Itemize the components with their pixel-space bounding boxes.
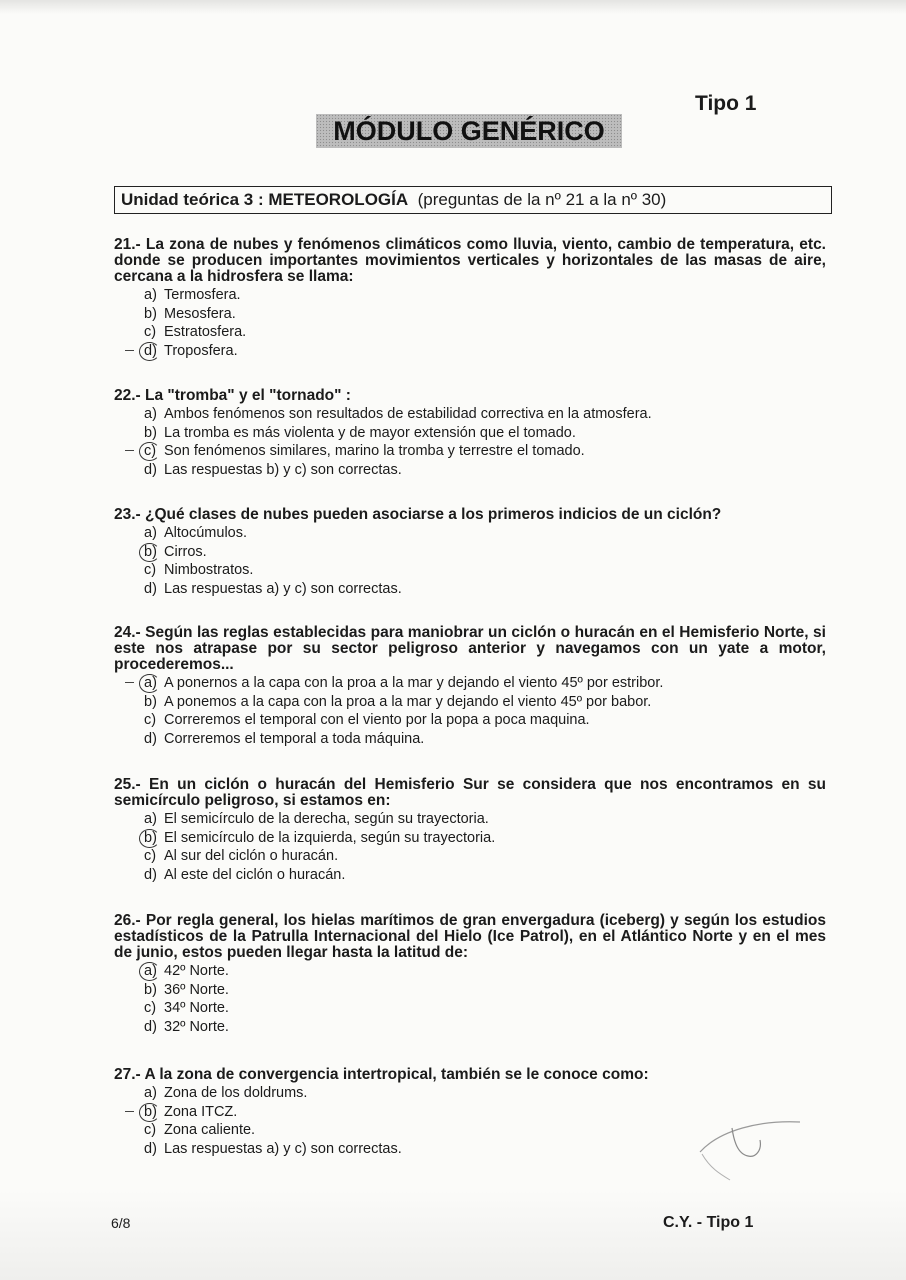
option-letter: c) — [144, 562, 157, 579]
question-text: 22.- La "tromba" y el "tornado" : — [114, 387, 351, 404]
option-text: Zona caliente. — [164, 1122, 256, 1139]
option-letter-selected — [144, 962, 164, 981]
option-letter: c) — [144, 712, 157, 729]
option-d — [114, 1018, 826, 1037]
option-d — [114, 580, 826, 599]
pen-dash-mark — [125, 1111, 134, 1112]
option-text: Son fenómenos similares, marino la tromba y terrestre el tomado. — [164, 443, 585, 460]
option-letter: d) — [144, 1140, 157, 1157]
option-text: A ponemos a la capa con la proa a la mar y dejando el viento 45º por babor. — [164, 693, 652, 710]
option-a — [114, 405, 826, 424]
handwritten-initials-mark — [690, 1110, 810, 1190]
option-d — [114, 342, 826, 361]
option-text: Mesosfera. — [164, 305, 236, 322]
option-letter: b) — [144, 981, 157, 998]
option-letter: d) — [144, 342, 157, 359]
option-letter-selected — [144, 342, 164, 361]
option-text: El semicírculo de la derecha, según su trayectoria. — [164, 811, 489, 827]
option-letter: a) — [144, 287, 157, 303]
pen-circle-mark — [139, 442, 160, 461]
option-text: 42º Norte. — [164, 963, 229, 979]
option-text: 36º Norte. — [164, 981, 229, 998]
question-text: 27.- A la zona de convergencia intertropical, también se le conoce como: — [114, 1066, 649, 1083]
question-text: 24.- Según las reglas establecidas para maniobrar un ciclón o huracán en el Hemisferio Norte, si este nos atrapase por su sector peligroso anterior y navegamos con un yate a motor, procederemos... — [114, 624, 826, 673]
option-text: Ambos fenómenos son resultados de estabilidad correctiva en la atmosfera. — [164, 406, 652, 422]
option-text: Cirros. — [164, 543, 207, 560]
option-text: Nimbostratos. — [164, 562, 254, 579]
unit-name: Unidad teórica 3 : METEOROLOGÍA — [121, 190, 409, 209]
option-letter: c) — [144, 1122, 157, 1139]
option-d — [114, 461, 826, 480]
option-b — [114, 981, 826, 1000]
option-c — [114, 442, 826, 461]
option-letter: c) — [144, 1000, 157, 1017]
unit-header-box — [114, 186, 832, 214]
option-a — [114, 962, 826, 981]
pen-circle-mark — [139, 829, 160, 848]
option-letter-selected — [144, 1103, 164, 1122]
option-c — [114, 323, 826, 342]
question-23 — [114, 507, 826, 598]
option-c — [114, 999, 826, 1018]
option-text: Zona ITCZ. — [164, 1103, 238, 1120]
option-text: Las respuestas b) y c) son correctas. — [164, 461, 402, 478]
option-letter: b) — [144, 829, 157, 846]
option-letter: a) — [144, 675, 157, 691]
option-letter: c) — [144, 848, 157, 865]
pen-circle-mark — [139, 342, 160, 361]
question-text: 25.- En un ciclón o huracán del Hemisferio Sur se considera que nos encontramos en su semicírculo peligroso, si estamos en: — [114, 776, 826, 809]
scan-bottom-shadow — [0, 1190, 906, 1280]
option-text: La tromba es más violenta y de mayor extensión que el tomado. — [164, 424, 576, 441]
option-text: Las respuestas a) y c) son correctas. — [164, 1140, 402, 1157]
option-text: A ponernos a la capa con la proa a la mar y dejando el viento 45º por estribor. — [164, 675, 664, 691]
option-b — [114, 693, 826, 712]
option-b — [114, 543, 826, 562]
option-letter: a) — [144, 963, 157, 979]
option-text: 34º Norte. — [164, 1000, 229, 1017]
option-d — [114, 866, 826, 885]
option-letter: b) — [144, 305, 157, 322]
option-b — [114, 829, 826, 848]
option-letter: d) — [144, 866, 157, 883]
question-26 — [114, 913, 826, 1036]
question-25 — [114, 777, 826, 884]
option-a — [114, 1084, 826, 1103]
option-text: Al sur del ciclón o huracán. — [164, 848, 339, 865]
pen-dash-mark — [125, 350, 134, 351]
pen-circle-mark — [139, 1103, 160, 1122]
option-a — [114, 674, 826, 693]
question-24 — [114, 625, 826, 748]
question-21 — [114, 237, 826, 360]
option-text: Correremos el temporal a toda máquina. — [164, 730, 425, 747]
option-letter: d) — [144, 580, 157, 597]
option-text: Troposfera. — [164, 342, 238, 359]
option-c — [114, 711, 826, 730]
option-text: Altocúmulos. — [164, 525, 248, 541]
pen-circle-mark — [139, 543, 160, 562]
option-letter: c) — [144, 324, 157, 341]
option-letter: b) — [144, 1103, 157, 1120]
option-letter: d) — [144, 461, 157, 478]
option-b — [114, 424, 826, 443]
pen-circle-mark — [139, 674, 160, 693]
option-c — [114, 847, 826, 866]
option-text: Termosfera. — [164, 287, 241, 303]
option-letter: d) — [144, 1018, 157, 1035]
option-letter: b) — [144, 543, 157, 560]
page-number: 6/8 — [111, 1215, 131, 1231]
option-text: El semicírculo de la izquierda, según su trayectoria. — [164, 829, 496, 846]
pen-circle-mark — [139, 962, 160, 981]
option-text: Correremos el temporal con el viento por la popa a poca maquina. — [164, 712, 590, 729]
question-text: 26.- Por regla general, los hielas marítimos de gran envergadura (iceberg) y según los estudios estadísticos de la Patrulla Internacional del Hielo (Ice Patrol), en el Atlántico Norte y en el mes de junio, estos pueden llegar hasta la latitud de: — [114, 912, 826, 961]
option-a — [114, 810, 826, 829]
pen-dash-mark — [125, 450, 134, 451]
option-letter: c) — [144, 443, 157, 460]
option-letter-selected — [144, 829, 164, 848]
option-letter: a) — [144, 525, 157, 541]
option-d — [114, 730, 826, 749]
option-letter: a) — [144, 406, 157, 422]
option-text: Zona de los doldrums. — [164, 1085, 308, 1101]
option-letter: b) — [144, 424, 157, 441]
option-text: Estratosfera. — [164, 324, 247, 341]
option-letter: d) — [144, 730, 157, 747]
option-letter: a) — [144, 1085, 157, 1101]
exam-type-label: Tipo 1 — [695, 92, 757, 115]
option-c — [114, 561, 826, 580]
option-letter: a) — [144, 811, 157, 827]
module-title: MÓDULO GENÉRICO — [316, 114, 622, 148]
question-text: 23.- ¿Qué clases de nubes pueden asociarse a los primeros indicios de un ciclón? — [114, 506, 722, 523]
pen-dash-mark — [125, 682, 134, 683]
option-a — [114, 286, 826, 305]
option-letter-selected — [144, 674, 164, 693]
option-letter: b) — [144, 693, 157, 710]
option-text: Al este del ciclón o huracán. — [164, 866, 346, 883]
footer-exam-type: C.Y. - Tipo 1 — [663, 1214, 754, 1231]
option-b — [114, 305, 826, 324]
question-22 — [114, 388, 826, 479]
unit-question-range: (preguntas de la nº 21 a la nº 30) — [417, 190, 667, 209]
option-text: 32º Norte. — [164, 1018, 229, 1035]
question-text: 21.- La zona de nubes y fenómenos climáticos como lluvia, viento, cambio de temperatura, etc. donde se producen importantes movimientos verticales y horizontales de las masas de aire, cercana a la hidrosfera se llama: — [114, 236, 826, 285]
option-text: Las respuestas a) y c) son correctas. — [164, 580, 402, 597]
option-letter-selected — [144, 543, 164, 562]
scan-top-shadow — [0, 0, 906, 14]
option-a — [114, 524, 826, 543]
option-letter-selected — [144, 442, 164, 461]
